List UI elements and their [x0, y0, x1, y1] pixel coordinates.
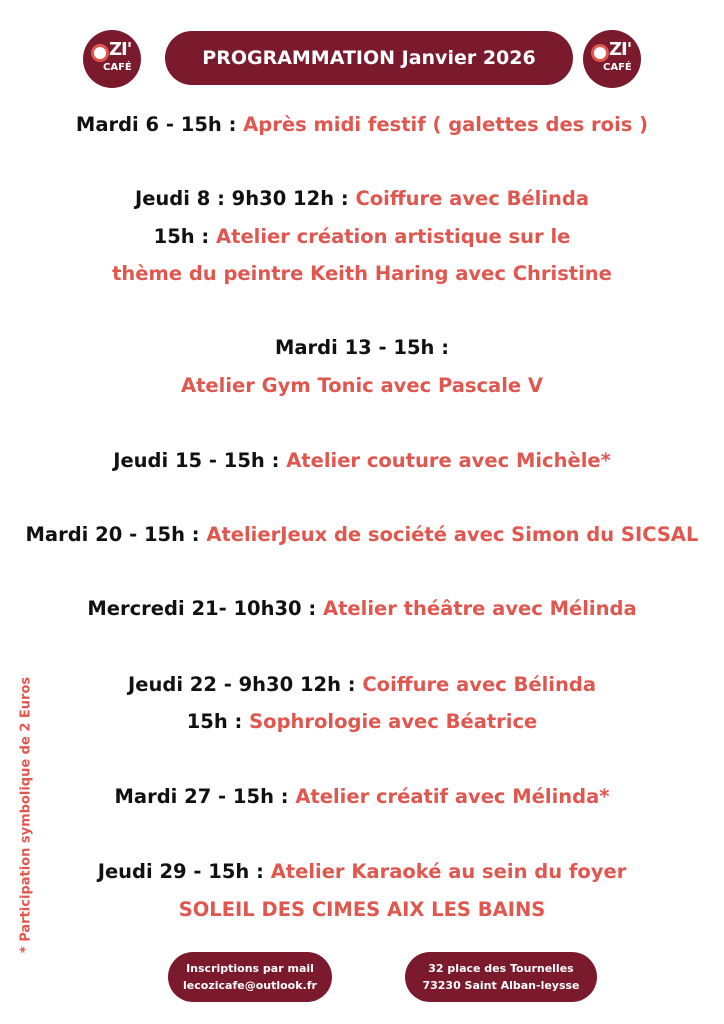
- schedule-line: [0, 860, 724, 883]
- schedule-date: Mercredi 21- 10h30 :: [87, 597, 323, 620]
- schedule-activity: Coiffure avec Bélinda: [355, 187, 590, 210]
- schedule-line: [0, 262, 724, 285]
- address-line-1: 32 place des Tournelles: [428, 962, 574, 975]
- logo-text-zi: ZI': [609, 39, 632, 60]
- schedule-line: [0, 336, 724, 359]
- logo-ring-icon: [591, 44, 609, 62]
- schedule-line: [0, 597, 724, 620]
- schedule-activity: Atelier Gym Tonic avec Pascale V: [181, 374, 543, 397]
- address-line-2: 73230 Saint Alban-leysse: [422, 979, 580, 992]
- schedule-line: [0, 225, 724, 248]
- schedule-line: [0, 374, 724, 397]
- schedule-activity: Atelier théâtre avec Mélinda: [323, 597, 637, 620]
- page-title: [165, 31, 573, 85]
- schedule-line: [0, 187, 724, 210]
- schedule-date: 15h :: [186, 710, 250, 733]
- schedule-line: [0, 449, 724, 472]
- schedule-date: Mardi 20 - 15h :: [25, 523, 207, 546]
- schedule-line: [0, 523, 724, 546]
- schedule-activity: AtelierJeux de société avec Simon du SICSAL: [206, 523, 699, 546]
- schedule-activity: Atelier création artistique sur le: [216, 225, 571, 248]
- logo-text-zi: ZI': [109, 39, 132, 60]
- schedule-line: [0, 673, 724, 696]
- schedule-line: [0, 113, 724, 136]
- schedule-date: Mardi 6 - 15h :: [75, 113, 244, 136]
- schedule-line: [0, 898, 724, 921]
- schedule-line: [0, 710, 724, 733]
- schedule-activity: Atelier créatif avec Mélinda*: [295, 785, 610, 808]
- address-badge: [405, 952, 597, 1002]
- schedule-date: Jeudi 8 : 9h30 12h :: [134, 187, 356, 210]
- schedule-date: 15h :: [153, 225, 217, 248]
- schedule-date: Mardi 27 - 15h :: [114, 785, 296, 808]
- participation-note: * Participation symbolique de 2 Euros: [18, 676, 34, 954]
- schedule-activity: SOLEIL DES CIMES AIX LES BAINS: [178, 898, 546, 921]
- logo-ring-icon: [91, 44, 109, 62]
- schedule-activity: Sophrologie avec Béatrice: [249, 710, 538, 733]
- schedule-activity: Atelier couture avec Michèle*: [286, 449, 611, 472]
- inscriptions-badge: [168, 952, 332, 1002]
- schedule-date: Jeudi 15 - 15h :: [113, 449, 287, 472]
- schedule-date: Jeudi 22 - 9h30 12h :: [128, 673, 363, 696]
- page-title-text: PROGRAMMATION Janvier 2026: [202, 47, 536, 69]
- schedule-activity: Coiffure avec Bélinda: [362, 673, 596, 696]
- schedule-date: Mardi 13 - 15h :: [274, 336, 450, 359]
- email-text: lecozicafe@outlook.fr: [183, 979, 317, 992]
- logo-text-cafe: CAFÉ: [603, 62, 632, 73]
- schedule-line: [0, 785, 724, 808]
- schedule-date: Jeudi 29 - 15h :: [97, 860, 271, 883]
- inscriptions-label: Inscriptions par mail: [186, 962, 314, 975]
- schedule-activity: thème du peintre Keith Haring avec Christine: [112, 262, 612, 285]
- cozi-cafe-logo-left: [83, 30, 141, 88]
- cozi-cafe-logo-right: [583, 30, 641, 88]
- logo-text-cafe: CAFÉ: [103, 62, 132, 73]
- schedule-activity: Après midi festif ( galettes des rois ): [243, 113, 649, 136]
- schedule-activity: Atelier Karaoké au sein du foyer: [270, 860, 627, 883]
